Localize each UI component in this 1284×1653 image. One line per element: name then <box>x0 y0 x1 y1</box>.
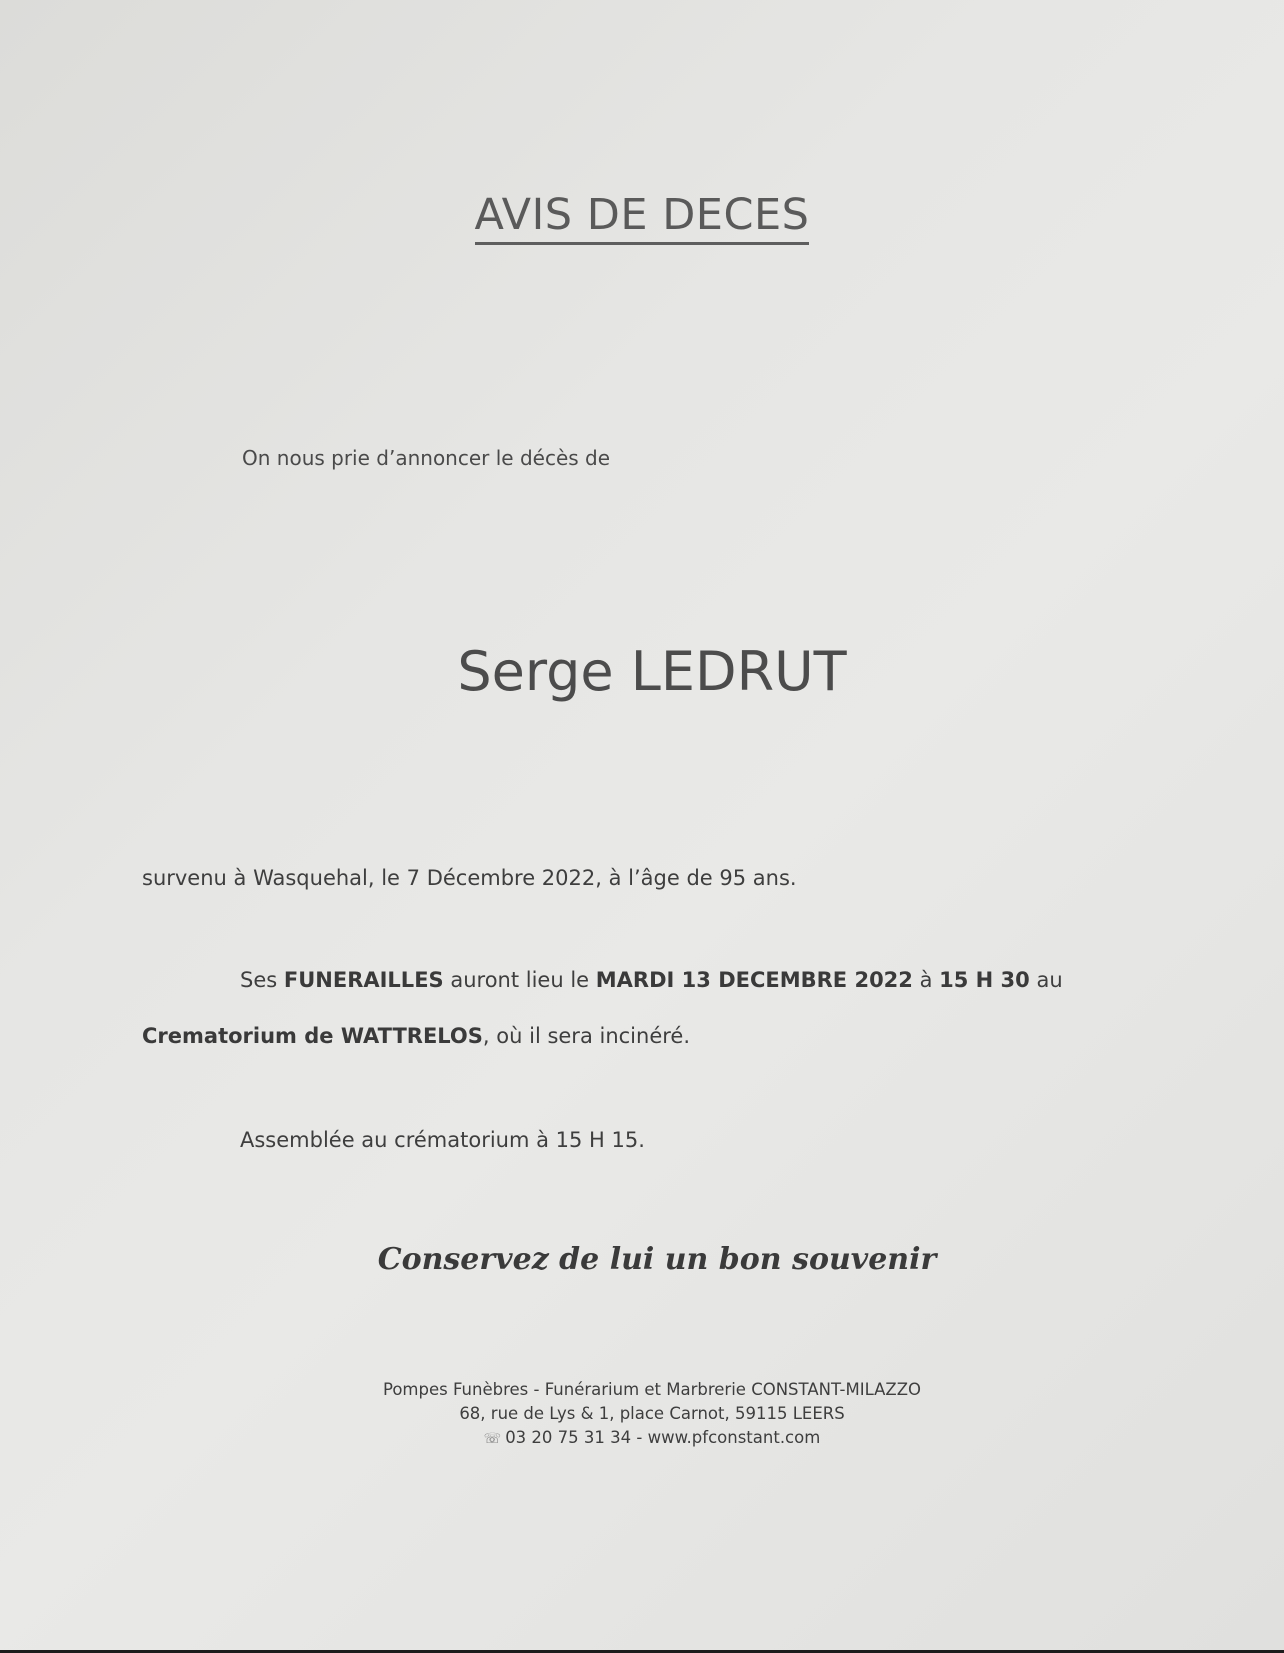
title-text: AVIS DE DECES <box>475 190 810 245</box>
funeral-text-4: au <box>1029 968 1063 992</box>
footer-line-2: 68, rue de Lys & 1, place Carnot, 59115 LEERS <box>459 1404 845 1423</box>
funerailles-word: FUNERAILLES <box>283 968 444 992</box>
funeral-place: Crematorium de WATTRELOS <box>142 1024 483 1048</box>
assembly-line: Assemblée au crématorium à 15 H 15. <box>240 1128 645 1152</box>
footer-contact: 03 20 75 31 34 - www.pfconstant.com <box>505 1428 821 1447</box>
intro-text: On nous prie d’annoncer le décès de <box>242 446 611 470</box>
page-title <box>0 190 1284 240</box>
funeral-date: MARDI 13 DECEMBRE 2022 <box>595 968 913 992</box>
deceased-name: Serge LEDRUT <box>457 640 847 703</box>
funeral-line-1 <box>240 968 1063 992</box>
funeral-text-1: Ses <box>240 968 284 992</box>
funeral-line-2 <box>142 1024 690 1048</box>
funeral-time: 15 H 30 <box>939 968 1030 992</box>
funeral-text-5: , où il sera incinéré. <box>482 1024 691 1048</box>
footer-line-3 <box>20 1426 1284 1451</box>
footer-line-1: Pompes Funèbres - Funérarium et Marbrerie CONSTANT-MILAZZO <box>382 1380 922 1399</box>
funeral-text-2: auront lieu le <box>443 968 596 992</box>
phone-icon: ☏ <box>483 1431 502 1447</box>
motto: Conservez de lui un bon souvenir <box>377 1242 937 1277</box>
death-line: survenu à Wasquehal, le 7 Décembre 2022, à l’âge de 95 ans. <box>142 866 797 890</box>
funeral-home-footer <box>0 1378 1284 1451</box>
funeral-text-3: à <box>912 968 940 992</box>
